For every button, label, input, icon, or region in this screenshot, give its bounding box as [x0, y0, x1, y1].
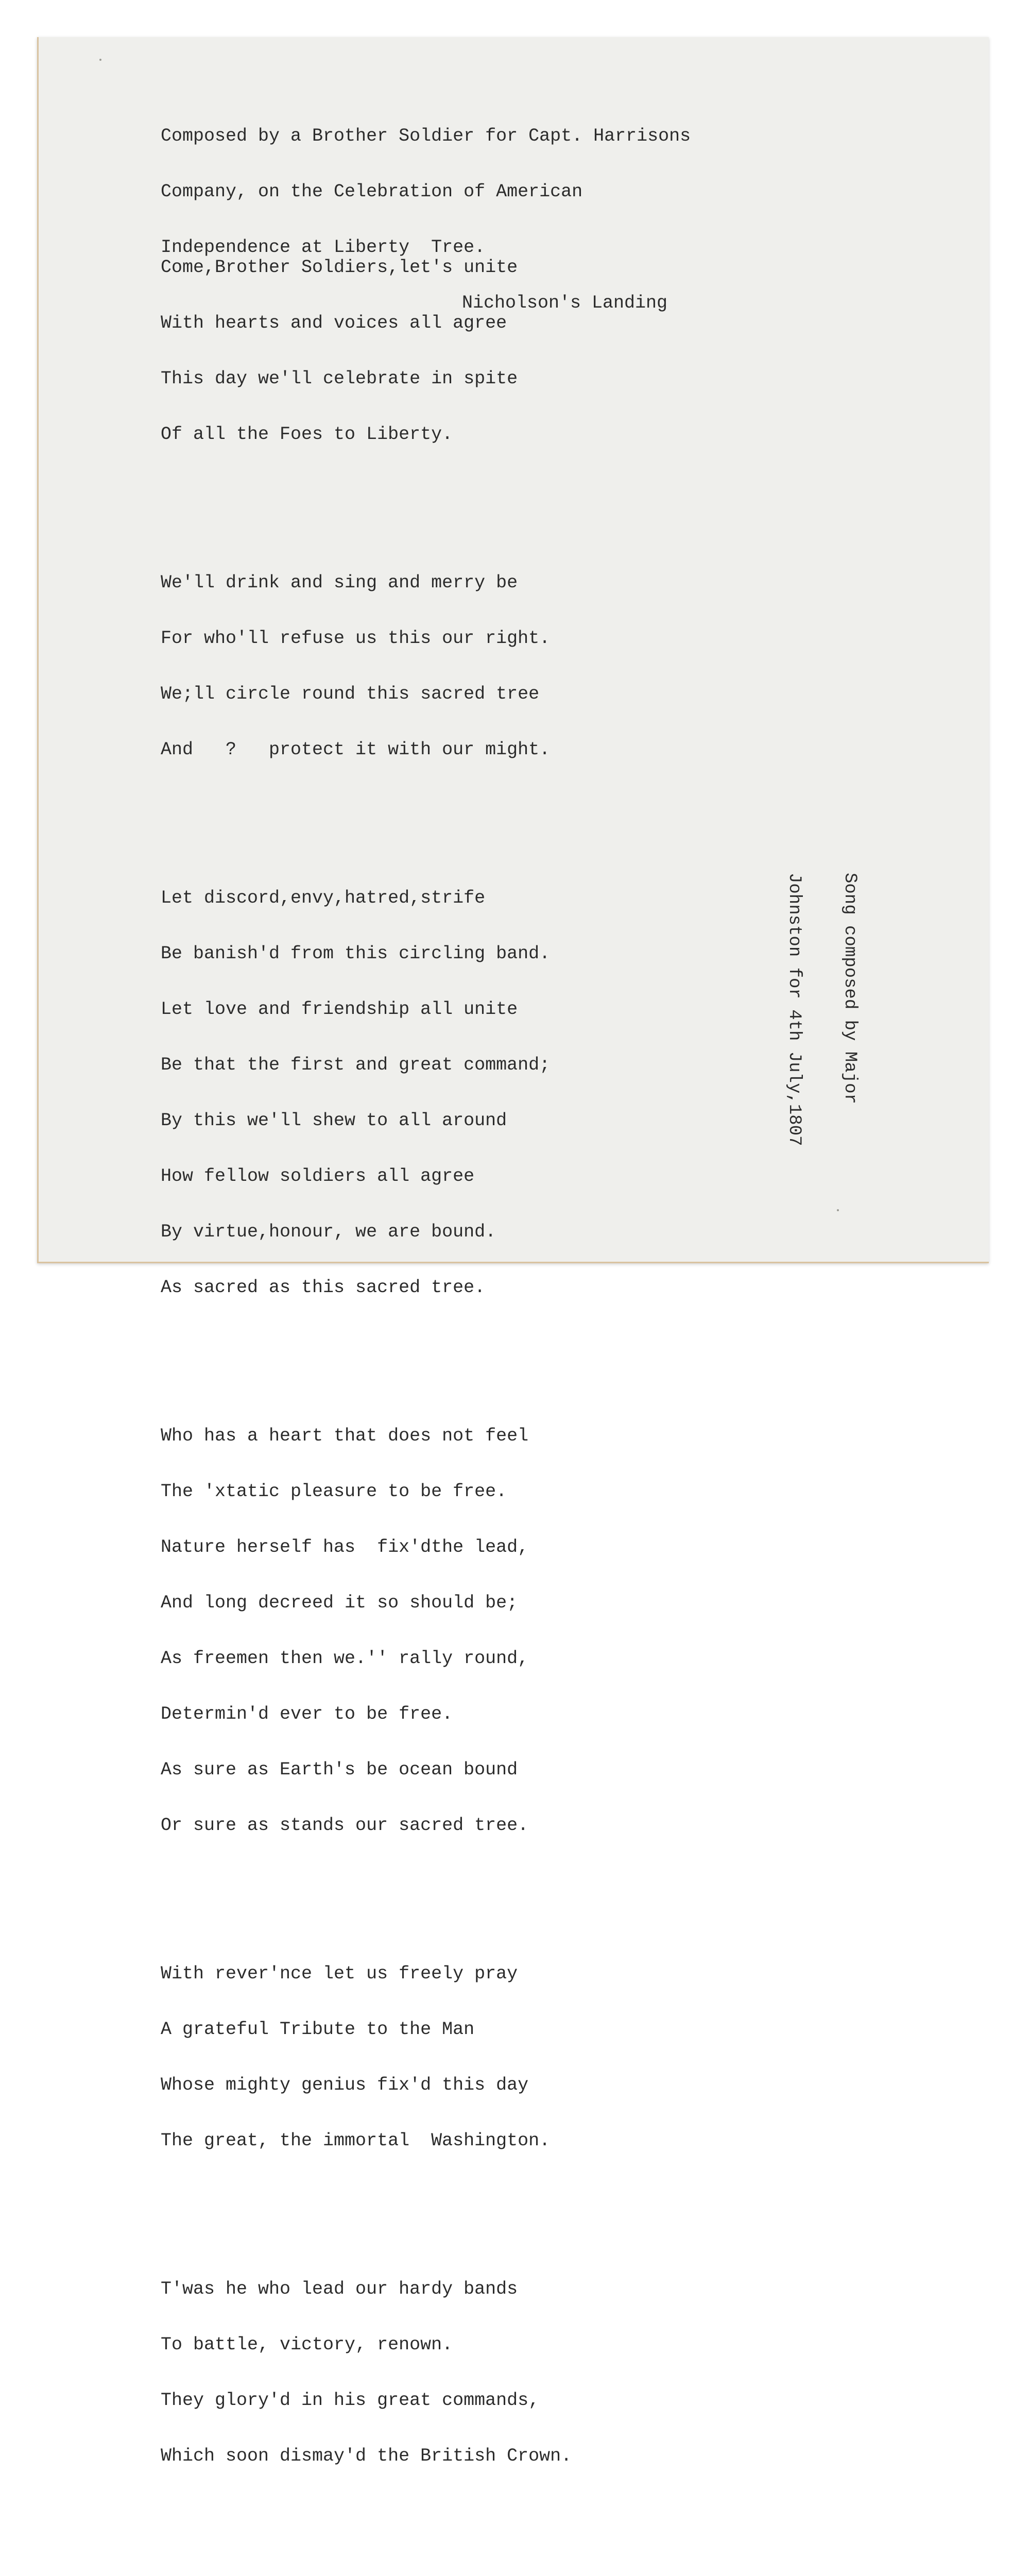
stanza-1 — [161, 221, 572, 481]
stanza-5 — [161, 1927, 572, 2187]
stanza-7 — [161, 2558, 572, 2576]
poem-line: To battle, victory, renown. — [161, 2334, 453, 2355]
paper-speck — [99, 59, 101, 61]
poem-line: Whose mighty genius fix'd this day — [161, 2075, 529, 2095]
poem-line: With hearts and voices all agree — [161, 313, 507, 333]
poem-line: T'was he who lead our hardy bands — [161, 2279, 518, 2299]
stanza-2 — [161, 536, 572, 796]
poem-line: For who'll refuse us this our right. — [161, 628, 551, 649]
poem-line: Be banish'd from this circling band. — [161, 943, 551, 964]
poem-line: Let discord,envy,hatred,strife — [161, 888, 486, 908]
stanza-3 — [161, 852, 572, 1334]
poem-line: Be that the first and great command; — [161, 1055, 551, 1075]
poem-line: And ? protect it with our might. — [161, 739, 551, 760]
poem-line: Nature herself has fix'dthe lead, — [161, 1537, 529, 1557]
typescript-page — [37, 37, 989, 2466]
poem-line: As sure as Earth's be ocean bound — [161, 1759, 518, 1780]
heading-line-3: Independence at Liberty Tree. — [161, 237, 486, 258]
poem-line: By virtue,honour, we are bound. — [161, 1222, 496, 1242]
poem-line: Which soon dismay'd the British Crown. — [161, 2446, 572, 2466]
poem-line: They glory'd in his great commands, — [161, 2390, 540, 2411]
poem-line: As freemen then we.'' rally round, — [161, 1648, 529, 1669]
poem-line: As sacred as this sacred tree. — [161, 1277, 486, 1298]
heading-line-2: Company, on the Celebration of American — [161, 181, 583, 202]
sidenote-line-1: Song composed by Major — [840, 873, 860, 1104]
sidenote-line-2: Johnston for 4th July,1807 — [784, 873, 804, 1146]
poem-line: How fellow soldiers all agree — [161, 1166, 475, 1187]
poem-line: A grateful Tribute to the Man — [161, 2019, 475, 2040]
poem-line: Of all the Foes to Liberty. — [161, 424, 453, 445]
poem-line: Who has a heart that does not feel — [161, 1426, 529, 1446]
poem-line: And long decreed it so should be; — [161, 1592, 518, 1613]
stanza-4 — [161, 1389, 572, 1872]
poem — [161, 184, 572, 2576]
poem-line: Or sure as stands our sacred tree. — [161, 1815, 529, 1836]
heading-place: Nicholson's Landing — [462, 293, 668, 313]
poem-line: Come,Brother Soldiers,let's unite — [161, 257, 518, 278]
rotated-attribution-note — [748, 873, 896, 1146]
stanza-6 — [161, 2243, 572, 2502]
poem-line: We;ll circle round this sacred tree — [161, 684, 540, 704]
paper-speck — [837, 1209, 839, 1211]
poem-line: The great, the immortal Washington. — [161, 2130, 551, 2151]
poem-line: By this we'll shew to all around — [161, 1110, 507, 1131]
poem-line: Determin'd ever to be free. — [161, 1704, 453, 1724]
poem-line: We'll drink and sing and merry be — [161, 572, 518, 593]
poem-line: With rever'nce let us freely pray — [161, 1963, 518, 1984]
poem-line: This day we'll celebrate in spite — [161, 368, 518, 389]
poem-line: Let love and friendship all unite — [161, 999, 518, 1020]
poem-line: The 'xtatic pleasure to be free. — [161, 1481, 507, 1502]
heading-line-1: Composed by a Brother Soldier for Capt. Harrisons — [161, 126, 691, 146]
